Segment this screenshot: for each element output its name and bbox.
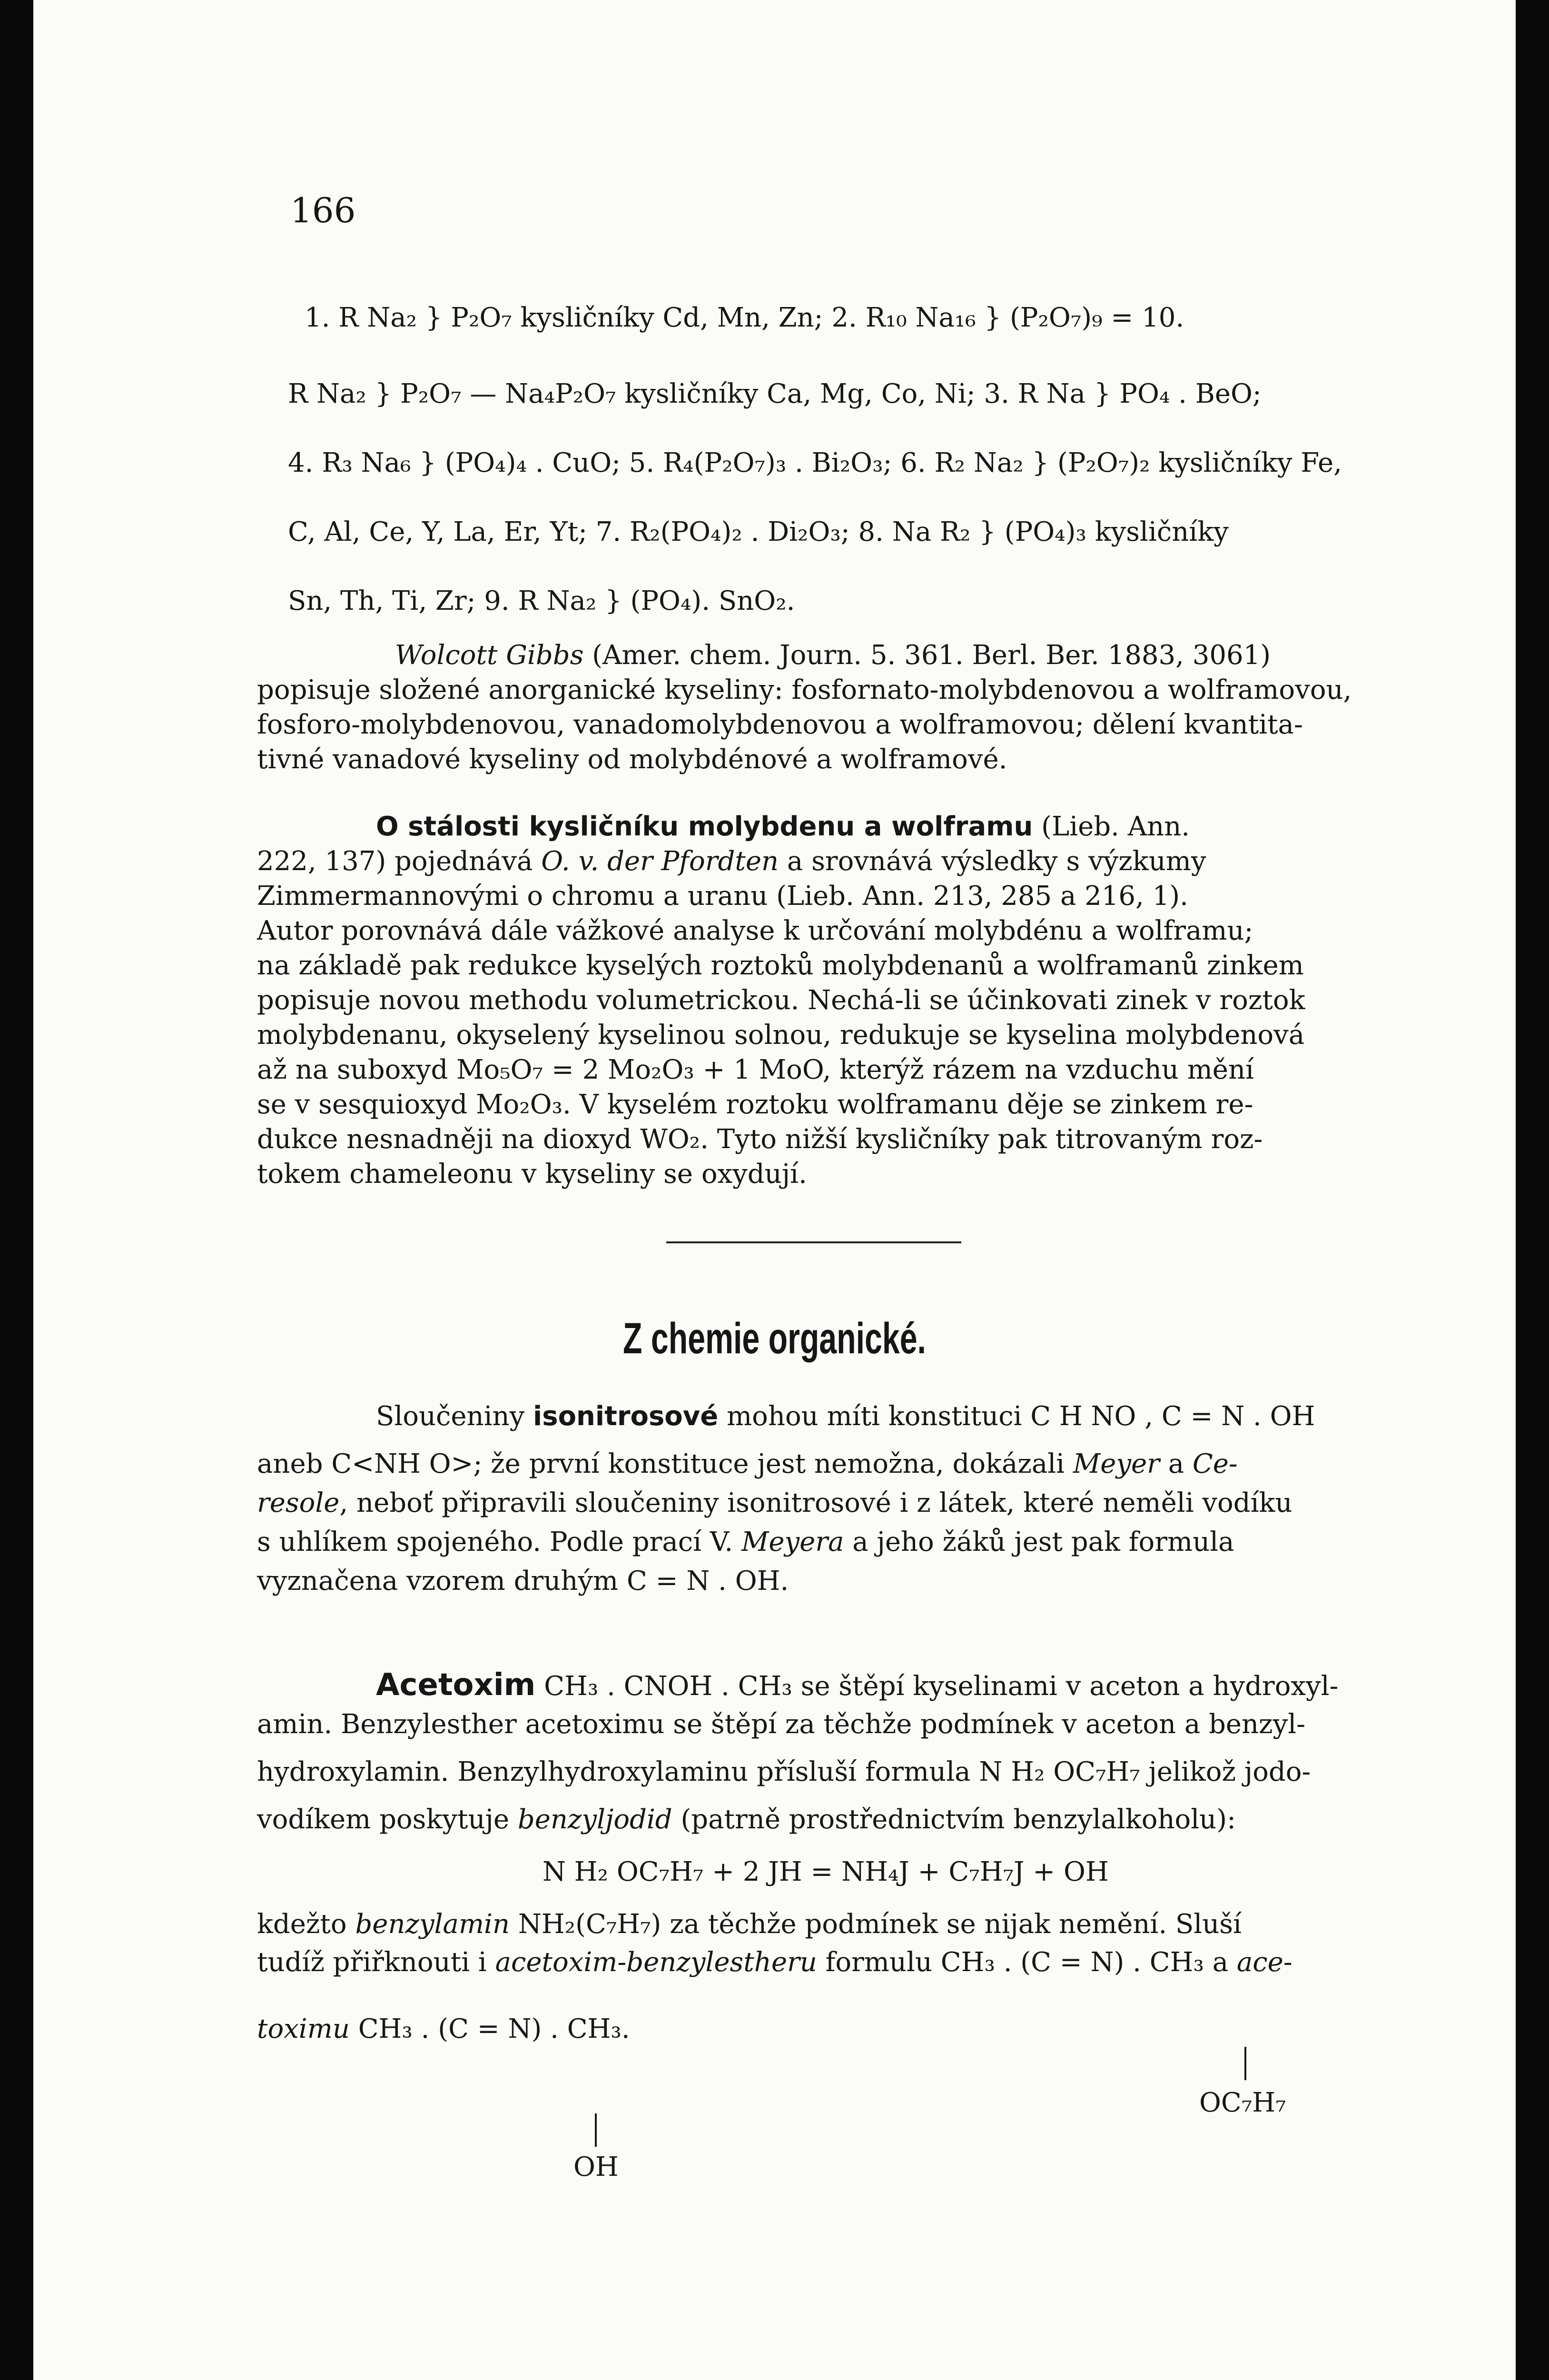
term-acetoxim-benzylestheru: acetoxim-benzylestheru — [495, 1947, 817, 1978]
scanned-page — [33, 0, 1516, 2380]
acetoxim-line8-rest: CH₃ . (C = N) . CH₃. — [349, 2013, 630, 2044]
formula-line-3: 4. R₃ Na₆ } (PO₄)₄ . CuO; 5. R₄(P₂O₇)₃ . Bi₂O₃; 6. R₂ Na₂ } (P₂O₇)₂ kysličníky Fe, — [288, 447, 1342, 478]
author-ceresole: Ce- — [1192, 1448, 1238, 1479]
branch-bond-right — [1244, 2047, 1246, 2080]
stability-line: Zimmermannovými o chromu a uranu (Lieb. Ann. 213, 285 a 216, 1). — [257, 881, 1188, 912]
stability-paragraph — [257, 809, 1428, 1191]
divider-rule — [666, 1241, 961, 1243]
stability-line: molybdenanu, okyselený kyselinou solnou, redukuje se kyselina molybdenová — [257, 1020, 1305, 1051]
page-number: 166 — [290, 190, 356, 230]
isonitroso-prefix: Sloučeniny — [376, 1401, 533, 1432]
term-benzyljodid: benzyljodid — [517, 1804, 672, 1835]
acetoxim-line4-rest: (patrně prostřednictvím benzylalkoholu): — [672, 1804, 1236, 1835]
acetoxim-line6-rest: NH₂(C₇H₇) za těchže podmínek se nijak nemění. Sluší — [510, 1909, 1242, 1940]
branch-bond-bottom — [595, 2113, 597, 2147]
acetoxim-line6: kdežto — [257, 1909, 355, 1940]
gibbs-line: popisuje složené anorganické kyseliny: fosfornato-molybdenovou a wolframovou, — [257, 674, 1352, 705]
author-gibbs: Wolcott Gibbs — [395, 640, 584, 671]
author-o-v: O. v. — [541, 846, 599, 877]
author-meyer: Meyer — [1073, 1448, 1160, 1479]
author-meyera: Meyera — [741, 1527, 844, 1557]
isonitroso-line5: vyznačena vzorem druhým C = N . OH. — [257, 1566, 789, 1597]
stability-line: tokem chameleonu v kyseliny se oxydují. — [257, 1159, 807, 1190]
acetoxim-line7-rest: formulu CH₃ . (C = N) . CH₃ a — [817, 1947, 1237, 1978]
gibbs-line: tivné vanadové kyseliny od molybdénové a wolframové. — [257, 744, 1007, 775]
acetoxim-line1-rest: CH₃ . CNOH . CH₃ se štěpí kyselinami v aceton a hydroxyl- — [535, 1671, 1339, 1702]
formula-line-2: R Na₂ } P₂O₇ — Na₄P₂O₇ kysličníky Ca, Mg, Co, Ni; 3. R Na } PO₄ . BeO; — [288, 378, 1262, 409]
author-pfordten: der Pfordten — [607, 846, 779, 877]
section-title: Z chemie organické. — [623, 1314, 926, 1363]
acetoxim-line4: vodíkem poskytuje — [257, 1804, 518, 1835]
term-toximu: toximu — [257, 2013, 350, 2044]
isonitroso-line4-rest: a jeho žáků jest pak formula — [844, 1527, 1234, 1557]
formula-line-4: C, Al, Ce, Y, La, Er, Yt; 7. R₂(PO₄)₂ . Di₂O₃; 8. Na R₂ } (PO₄)₃ kysličníky — [288, 516, 1229, 547]
acetoxim-paragraph — [257, 1666, 1428, 2048]
stability-line: popisuje novou methodu volumetrickou. Nechá-li se účinkovati zinek v roztok — [257, 985, 1305, 1016]
stability-line: se v sesquioxyd Mo₂O₃. V kyselém roztoku wolframanu děje se zinkem re- — [257, 1089, 1253, 1120]
formula-line-1: 1. R Na₂ } P₂O₇ kysličníky Cd, Mn, Zn; 2. R₁₀ Na₁₆ } (P₂O₇)₉ = 10. — [305, 302, 1184, 333]
acetoxim-line: hydroxylamin. Benzylhydroxylaminu přísluší formula N H₂ OC₇H₇ jelikož jodo- — [257, 1756, 1311, 1787]
isonitroso-line3-rest: , neboť připravili sloučeniny isonitrosové i z látek, které neměli vodíku — [339, 1488, 1292, 1518]
branch-bottom-substituent: OH — [573, 2152, 619, 2182]
isonitroso-line1-rest: mohou míti konstituci C H NO , C = N . OH — [718, 1401, 1315, 1432]
branch-right-substituent: OC₇H₇ — [1199, 2087, 1286, 2118]
isonitroso-keyword: isonitrosové — [533, 1401, 719, 1432]
stability-line: na základě pak redukce kyselých roztoků molybdenanů a wolframanů zinkem — [257, 950, 1304, 981]
gibbs-line: fosforo-molybdenovou, vanadomolybdenovou a wolframovou; dělení kvantita- — [257, 709, 1303, 740]
stability-line: dukce nesnadněji na dioxyd WO₂. Tyto nižší kysličníky pak titrovaným roz- — [257, 1124, 1263, 1155]
isonitroso-line4: s uhlíkem spojeného. Podle prací V. — [257, 1527, 742, 1557]
author-resole: resole — [257, 1488, 340, 1518]
formula-line-5: Sn, Th, Ti, Zr; 9. R Na₂ } (PO₄). SnO₂. — [288, 585, 795, 616]
stability-line2-prefix: 222, 137) pojednává — [257, 846, 542, 877]
stability-line2-suffix: a srovnává výsledky s výzkumy — [779, 846, 1206, 877]
stability-line: Autor porovnává dále vážkové analyse k určování molybdénu a wolframu; — [257, 915, 1253, 946]
acetoxim-line: amin. Benzylesther acetoximu se štěpí za těchže podmínek v aceton a benzyl- — [257, 1709, 1306, 1740]
isonitroso-line2-join: a — [1159, 1448, 1193, 1479]
acetoxim-line7: tudíž přiřknouti i — [257, 1947, 495, 1978]
isonitroso-paragraph — [257, 1397, 1428, 1601]
stability-heading: O stálosti kysličníku molybdenu a wolframu — [376, 811, 1033, 842]
reaction-equation: N H₂ OC₇H₇ + 2 JH = NH₄J + C₇H₇J + OH — [543, 1856, 1109, 1887]
term-benzylamin: benzylamin — [355, 1909, 510, 1940]
term-ace: ace- — [1236, 1947, 1292, 1978]
gibbs-paragraph — [257, 638, 1428, 777]
acetoxim-keyword: Acetoxim — [376, 1667, 536, 1703]
stability-line: až na suboxyd Mo₅O₇ = 2 Mo₂O₃ + 1 MoO, kterýž rázem na vzduchu mění — [257, 1054, 1254, 1085]
isonitroso-line2: aneb C<NH O>; že první konstituce jest nemožna, dokázali — [257, 1448, 1073, 1479]
gibbs-citation: (Amer. chem. Journ. 5. 361. Berl. Ber. 1883, 3061) — [583, 640, 1271, 671]
stability-heading-tail: (Lieb. Ann. — [1033, 811, 1190, 842]
